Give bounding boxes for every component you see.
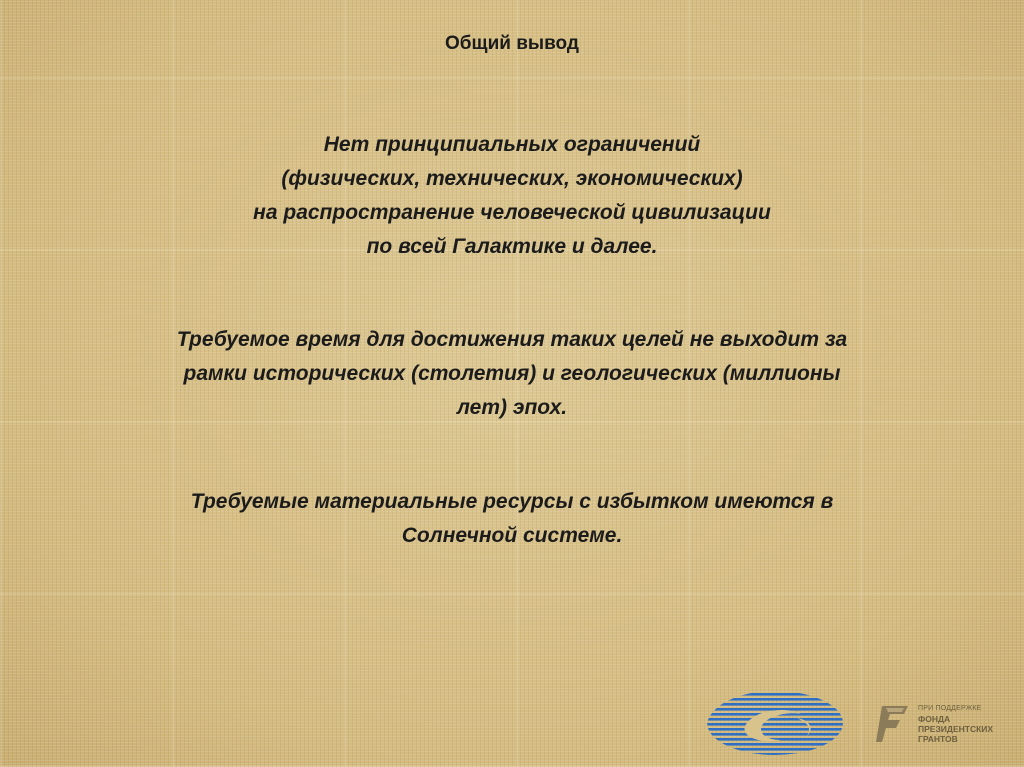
conclusion-paragraph-1: Нет принципиальных ограничений (физических, технических, экономических) на распространение человеческой цивилизации по всей Галактике и далее.: [253, 133, 771, 258]
fund-logo-icon: [705, 688, 845, 758]
grants-logo-line-3: ПРЕЗИДЕНТСКИХ: [918, 724, 994, 734]
conclusion-paragraph-2: Требуемое время для достижения таких целей не выходит за рамки исторических (столетия) и геологических (миллионы лет) эпох.: [176, 328, 848, 419]
conclusion-paragraph-3: Требуемые материальные ресурсы с избытком имеются в Солнечной системе.: [190, 490, 834, 547]
grants-logo-line-2: ФОНДА: [918, 714, 951, 724]
grants-fund-icon: [876, 704, 910, 744]
slide-title: Общий вывод: [445, 33, 579, 54]
grants-logo-line-1: ПРИ ПОДДЕРЖКЕ: [918, 705, 982, 712]
grants-logo-line-4: ГРАНТОВ: [918, 734, 958, 744]
presidential-grants-logo: [872, 700, 1012, 758]
